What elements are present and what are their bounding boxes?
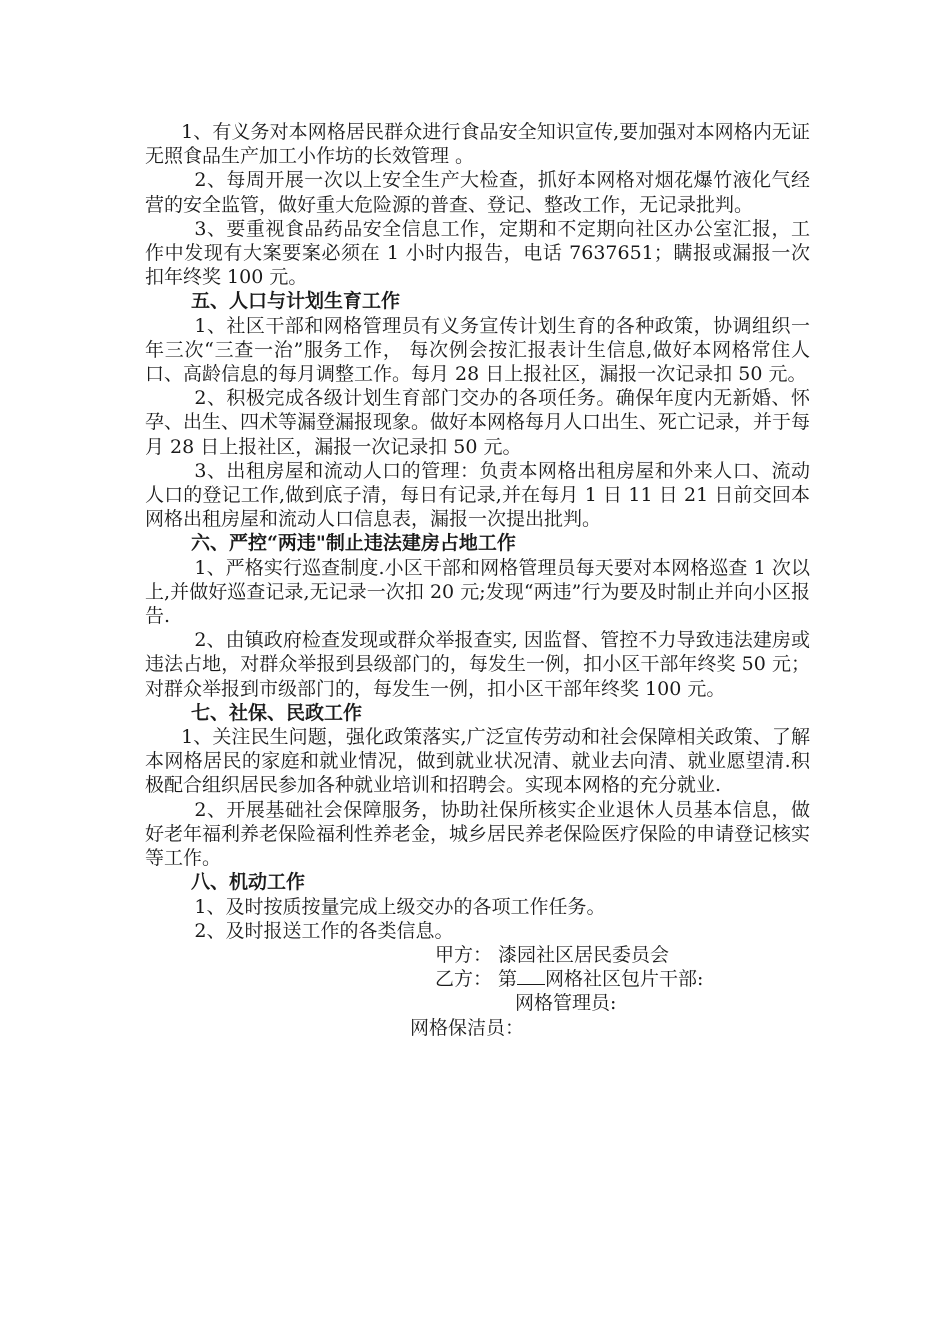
paragraph-social-security-1: 1、关注民生问题，强化政策落实,广泛宣传劳动和社会保障相关政策、了解本网格居民的家庭和就业情况，做到就业状况清、就业去向清、就业愿望清.积极配合组织居民参加各种就业培训和招聘会。实现本网格的充分就业. (145, 726, 810, 797)
paragraph-safety-inspection: 2、每周开展一次以上安全生产大检查，抓好本网格对烟花爆竹液化气经营的安全监管，做好重大危险源的普查、登记、整改工作，无记录批判。 (145, 169, 810, 216)
paragraph-illegal-construction-2: 2、由镇政府检查发现或群众举报查实, 因监督、管控不力导致违法建房或违法占地，对群众举报到县级部门的，每发生一例，扣小区干部年终奖 50 元；对群众举报到市级部门的，每发生一例，扣小区干部年终奖 100 元。 (145, 629, 810, 700)
paragraph-illegal-construction-1: 1、严格实行巡查制度.小区干部和网格管理员每天要对本网格巡查 1 次以上,并做好巡查记录,无记录一次扣 20 元;发现“两违”行为要及时制止并向小区报告. (145, 556, 810, 628)
signature-party-b-suffix: 网格社区包片干部: (545, 968, 704, 991)
paragraph-flexible-work-2: 2、及时报送工作的各类信息。 (194, 919, 454, 942)
signature-party-a: 甲方： 漆园社区居民委员会 (435, 943, 670, 966)
paragraph-family-planning-2: 2、积极完成各级计划生育部门交办的各项任务。确保年度内无新婚、怀孕、出生、四术等漏登漏报现象。做好本网格每月人口出生、死亡记录，并于每月 28 日上报社区，漏报一次记录扣 50 元。 (145, 387, 811, 458)
section-heading-illegal-construction: 六、严控“两违"制止违法建房占地工作 (191, 532, 516, 555)
signature-blank-line (517, 984, 545, 985)
section-heading-flexible-work: 八、机动工作 (191, 871, 306, 894)
paragraph-flexible-work-1: 1、及时按质按量完成上级交办的各项工作任务。 (194, 895, 606, 918)
signature-party-b (145, 967, 810, 991)
paragraph-family-planning-3: 3、出租房屋和流动人口的管理：负责本网格出租房屋和外来人口、流动人口的登记工作,做到底子清，每日有记录,并在每月 1 日 11 日 21 日前交回本网格出租房屋和流动人口信息表，漏报一次提出批判。 (145, 459, 810, 531)
paragraph-social-security-2: 2、开展基础社会保障服务，协助社保所核实企业退休人员基本信息，做好老年福利养老保险福利性养老金，城乡居民养老保险医疗保险的申请登记核实等工作。 (145, 798, 811, 870)
signature-party-b-prefix: 乙方： 第 (435, 968, 518, 991)
paragraph-info-reporting: 3、要重视食品药品安全信息工作，定期和不定期向社区办公室汇报，工作中发现有大案要案必须在 1 小时内报告，电话 7637651；瞒报或漏报一次扣年终奖 100 元。 (145, 217, 810, 289)
section-heading-social-security: 七、社保、民政工作 (191, 701, 363, 724)
section-heading-family-planning: 五、人口与计划生育工作 (191, 290, 401, 313)
signature-grid-cleaner: 网格保洁员： (410, 1016, 525, 1039)
paragraph-food-safety-publicity: 1、有义务对本网格居民群众进行食品安全知识宣传,要加强对本网格内无证无照食品生产加工小作坊的长效管理 。 (145, 121, 810, 168)
document-body (145, 120, 810, 1040)
signature-grid-manager: 网格管理员: (515, 992, 617, 1015)
paragraph-family-planning-1: 1、社区干部和网格管理员有义务宣传计划生育的各种政策，协调组织一年三次“三查一治”服务工作， 每次例会按汇报表计生信息,做好本网格常住人口、高龄信息的每月调整工作。每月 28 日上报社区，漏报一次记录扣 50 元。 (145, 314, 810, 386)
